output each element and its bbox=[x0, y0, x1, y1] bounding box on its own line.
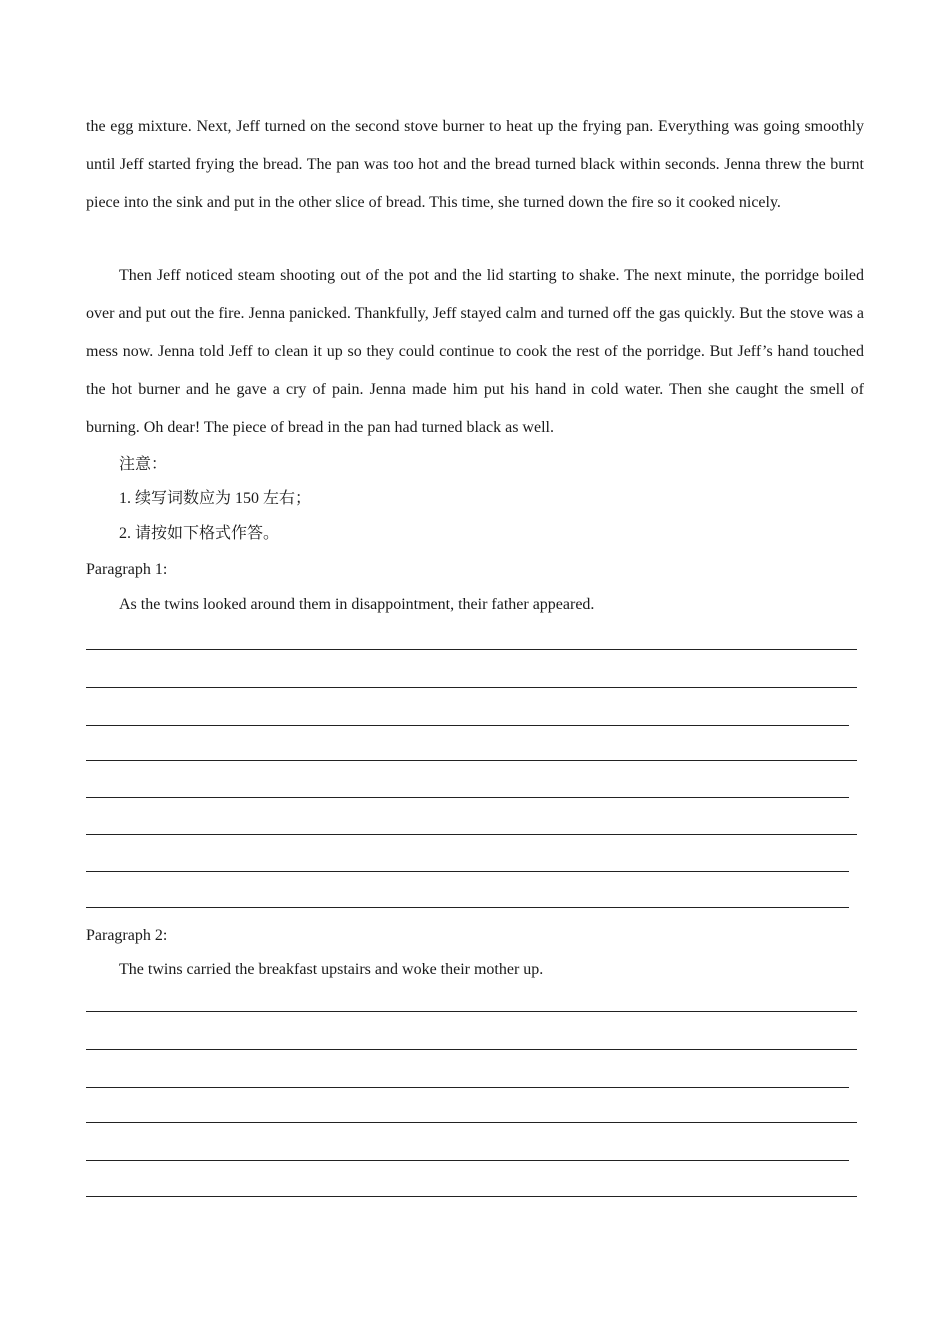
paragraph-2-label: Paragraph 2: bbox=[86, 927, 168, 944]
answer-line[interactable] bbox=[86, 797, 849, 798]
answer-line[interactable] bbox=[86, 725, 849, 726]
notes-item-2: 2. 请按如下格式作答。 bbox=[119, 525, 280, 542]
answer-line[interactable] bbox=[86, 1122, 857, 1123]
answer-line[interactable] bbox=[86, 907, 849, 908]
story-paragraph-a: the egg mixture. Next, Jeff turned on the second stove burner to heat up the frying pan. Everything was going smoothly until Jeff started frying the bread. The pan was too hot and the bread turned black within seconds. Jenna threw the burnt piece into the sink and put in the other slice of bread. This time, she turned down the fire so it cooked nicely. bbox=[86, 118, 864, 211]
answer-line[interactable] bbox=[86, 649, 857, 650]
notes-item-1: 1. 续写词数应为 150 左右； bbox=[119, 490, 312, 507]
paragraph-1-opening: As the twins looked around them in disappointment, their father appeared. bbox=[119, 596, 595, 613]
answer-line[interactable] bbox=[86, 687, 857, 688]
answer-line[interactable] bbox=[86, 1087, 849, 1088]
answer-line[interactable] bbox=[86, 1049, 857, 1050]
answer-line[interactable] bbox=[86, 871, 849, 872]
answer-line[interactable] bbox=[86, 1011, 857, 1012]
paragraph-1-label: Paragraph 1: bbox=[86, 561, 168, 578]
answer-line[interactable] bbox=[86, 834, 857, 835]
story-paragraph-b: Then Jeff noticed steam shooting out of the pot and the lid starting to shake. The next minute, the porridge boiled over and put out the fire. Jenna panicked. Thankfully, Jeff stayed calm and turned off the gas quickly. But the stove was a mess now. Jenna told Jeff to clean it up so they could continue to cook the rest of the porridge. But Jeff’s hand touched the hot burner and he gave a cry of pain. Jenna made him put his hand in cold water. Then she caught the smell of burning. Oh dear! The piece of bread in the pan had turned black as well. bbox=[86, 267, 864, 436]
answer-line[interactable] bbox=[86, 1160, 849, 1161]
notes-heading: 注意： bbox=[119, 456, 168, 473]
answer-line[interactable] bbox=[86, 760, 857, 761]
answer-line[interactable] bbox=[86, 1196, 857, 1197]
paragraph-2-opening: The twins carried the breakfast upstairs and woke their mother up. bbox=[119, 961, 544, 978]
